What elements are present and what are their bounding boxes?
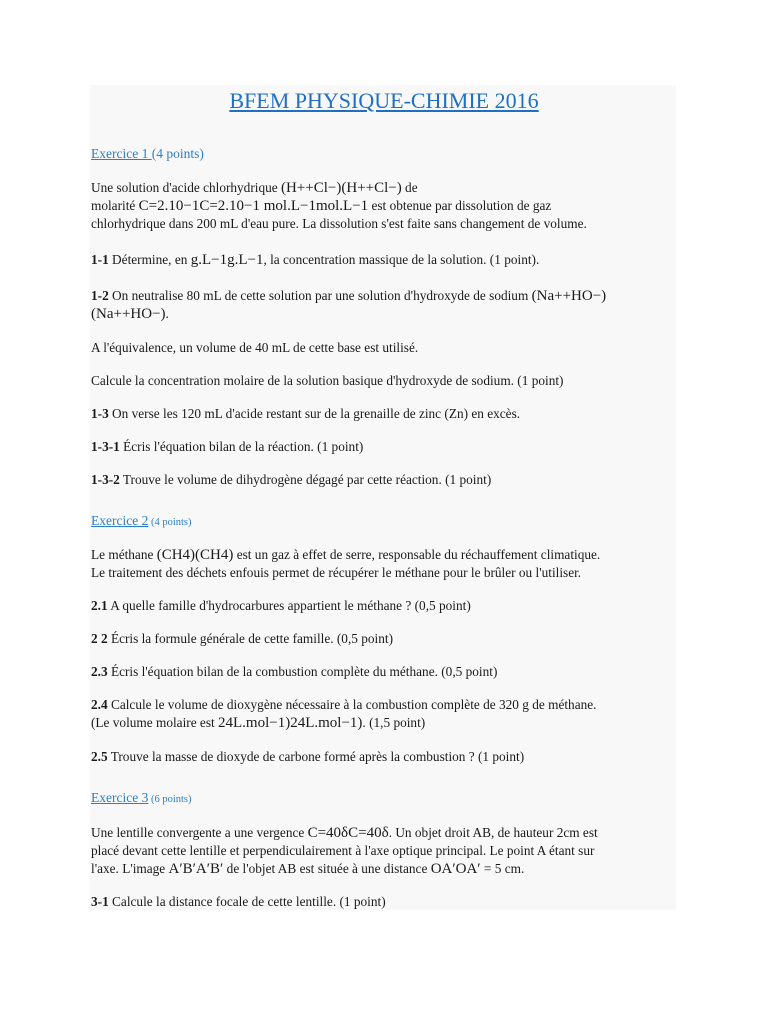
ex3-intro-line-3 bbox=[91, 861, 524, 877]
text: (Le volume molaire est bbox=[91, 715, 219, 730]
question-3-1 bbox=[91, 894, 386, 910]
text: A quelle famille d'hydrocarbures appartient le méthane ? (0,5 point) bbox=[107, 598, 471, 613]
text: Écris l'équation bilan de la réaction. (1 point) bbox=[119, 439, 364, 454]
question-2-4 bbox=[91, 697, 597, 713]
text: est un gaz à effet de serre, responsable du réchauffement climatique. bbox=[233, 547, 601, 562]
question-2-1 bbox=[91, 598, 471, 614]
text: Calcule la distance focale de cette lentille. (1 point) bbox=[108, 894, 386, 909]
text: = 5 cm. bbox=[480, 861, 525, 876]
question-1-1 bbox=[91, 252, 539, 268]
title-text: BFEM PHYSIQUE-CHIMIE 2016 bbox=[229, 88, 539, 113]
question-2-5 bbox=[91, 749, 524, 765]
text: Trouve le volume de dihydrogène dégagé par cette réaction. (1 point) bbox=[119, 472, 492, 487]
question-number: 2.5 bbox=[91, 749, 108, 764]
math-formula: C=40δC=40δ bbox=[307, 825, 389, 841]
question-2-4-cont bbox=[91, 715, 425, 731]
question-1-3 bbox=[91, 406, 520, 422]
page-title bbox=[0, 88, 768, 114]
text: Détermine, en bbox=[108, 252, 191, 267]
question-number: 1-3-2 bbox=[91, 472, 120, 487]
exercise-3-heading[interactable] bbox=[91, 790, 192, 808]
question-number: 2.1 bbox=[91, 598, 108, 613]
math-formula: g.L−1g.L−1 bbox=[190, 252, 264, 268]
question-1-3-2 bbox=[91, 472, 491, 488]
text: On verse les 120 mL d'acide restant sur de la grenaille de zinc (Zn) en excès. bbox=[108, 406, 521, 421]
calculate-text: Calcule la concentration molaire de la solution basique d'hydroxyde de sodium. (1 point) bbox=[91, 373, 564, 388]
ex1-intro-line-2 bbox=[91, 198, 551, 214]
question-2-3 bbox=[91, 664, 497, 680]
text: est obtenue par dissolution de gaz bbox=[368, 198, 552, 213]
text: . bbox=[165, 306, 169, 321]
exercise-2-link[interactable]: Exercice 2 bbox=[91, 513, 149, 528]
math-formula: (Na++HO−) bbox=[91, 306, 166, 322]
exercise-2-points: (4 points) bbox=[148, 517, 192, 528]
text: Écris l'équation bilan de la combustion complète du méthane. (0,5 point) bbox=[107, 664, 498, 679]
equivalence-text: A l'équivalence, un volume de 40 mL de cette base est utilisé. bbox=[91, 340, 419, 355]
question-1-3-1 bbox=[91, 439, 363, 455]
ex3-intro-line-1 bbox=[91, 825, 598, 841]
text: , la concentration massique de la solution. (1 point). bbox=[263, 252, 540, 267]
ex1-intro-line-1 bbox=[91, 180, 418, 196]
question-2-2 bbox=[91, 631, 393, 647]
text: On neutralise 80 mL de cette solution par une solution d'hydroxyde de sodium bbox=[108, 288, 532, 303]
question-number: 1-3-1 bbox=[91, 439, 120, 454]
text: Écris la formule générale de cette famille. (0,5 point) bbox=[107, 631, 394, 646]
question-1-2-cont bbox=[91, 306, 169, 322]
exercise-1-points: (4 points) bbox=[151, 146, 204, 161]
question-number: 1-1 bbox=[91, 252, 109, 267]
ex2-intro-line-1 bbox=[91, 547, 600, 563]
text: Trouve la masse de dioxyde de carbone formé après la combustion ? (1 point) bbox=[107, 749, 525, 764]
text: de l'objet AB est située à une distance bbox=[223, 861, 431, 876]
exercise-1-link[interactable]: Exercice 1 bbox=[91, 146, 152, 161]
question-number: 2.3 bbox=[91, 664, 108, 679]
exercise-3-link[interactable]: Exercice 3 bbox=[91, 790, 149, 805]
question-number: 1-3 bbox=[91, 406, 109, 421]
math-formula: (Na++HO−) bbox=[531, 288, 607, 304]
text: Le méthane bbox=[91, 547, 157, 562]
question-number: 2.4 bbox=[91, 697, 108, 712]
math-formula: (CH4)(CH4) bbox=[156, 547, 234, 563]
text: molarité bbox=[91, 198, 139, 213]
math-formula: 24L.mol−1)24L.mol−1) bbox=[218, 715, 363, 731]
exercise-2-heading[interactable] bbox=[91, 513, 192, 531]
text: . (1,5 point) bbox=[362, 715, 426, 730]
question-number: 2 2 bbox=[91, 631, 108, 646]
math-formula: C=2.10−1C=2.10−1 mol.L−1mol.L−1 bbox=[138, 198, 369, 214]
text: de bbox=[401, 180, 418, 195]
exercise-1-heading[interactable] bbox=[91, 146, 204, 162]
ex3-intro-line-2: placé devant cette lentille et perpendiculairement à l'axe optique principal. Le point A étant sur bbox=[91, 843, 595, 858]
question-number: 3-1 bbox=[91, 894, 109, 909]
text: . Un objet droit AB, de hauteur 2cm est bbox=[388, 825, 598, 840]
text: Une lentille convergente a une vergence bbox=[91, 825, 308, 840]
question-number: 1-2 bbox=[91, 288, 109, 303]
math-formula: OA′OA′ bbox=[430, 861, 481, 877]
math-formula: A′B′A′B′ bbox=[168, 861, 224, 877]
exercise-3-points: (6 points) bbox=[148, 794, 192, 805]
question-1-2 bbox=[91, 288, 606, 304]
ex1-intro-line-3: chlorhydrique dans 200 mL d'eau pure. La dissolution s'est faite sans changement de volume. bbox=[91, 216, 587, 231]
text: Calcule le volume de dioxygène nécessaire à la combustion complète de 320 g de méthane. bbox=[107, 697, 597, 712]
text: Une solution d'acide chlorhydrique bbox=[91, 180, 281, 195]
text: l'axe. L'image bbox=[91, 861, 169, 876]
ex2-intro-line-2: Le traitement des déchets enfouis permet de récupérer le méthane pour le brûler ou l'utiliser. bbox=[91, 565, 582, 580]
math-formula: (H++Cl−)(H++Cl−) bbox=[280, 180, 402, 196]
